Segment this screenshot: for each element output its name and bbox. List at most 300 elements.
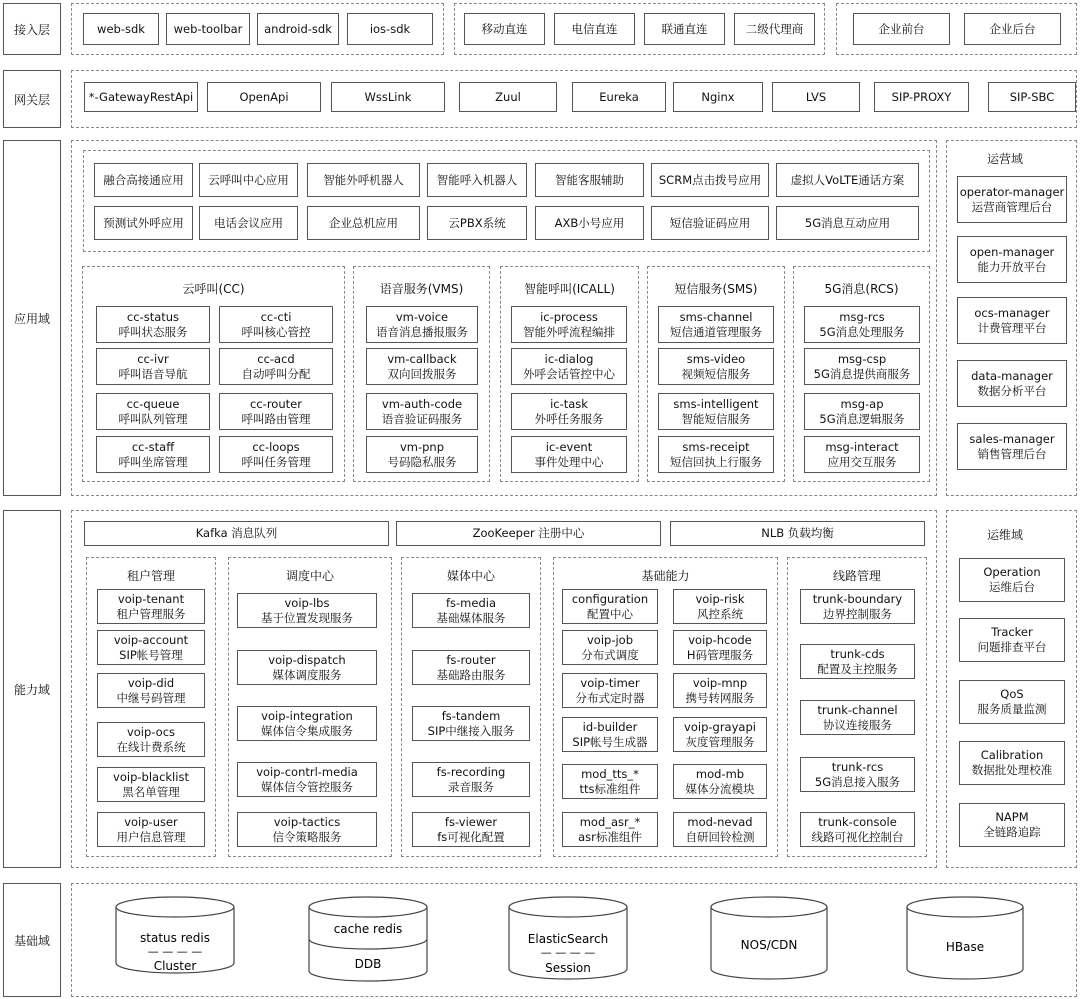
devops-item [959, 680, 1065, 724]
gateway-item-label: Nginx [701, 89, 735, 104]
service-desc: 5G消息提供商服务 [813, 366, 911, 381]
capability-top-item [670, 521, 925, 546]
service-item [219, 393, 333, 430]
service-item [658, 436, 774, 473]
database-cylinder-hbase [907, 897, 1023, 979]
capability-item [800, 700, 915, 735]
devops-item-name: Calibration [980, 748, 1044, 762]
capability-desc: H码管理服务 [686, 647, 754, 662]
service-name: cc-loops [252, 439, 300, 454]
gateway-item [207, 82, 321, 112]
service-desc: 呼叫任务管理 [241, 454, 311, 469]
capability-name: voip-tactics [273, 814, 341, 829]
service-desc: 呼叫语音导航 [118, 366, 188, 381]
capability-desc: 携号转网服务 [685, 690, 755, 705]
service-item [804, 348, 920, 385]
service-name: cc-cti [260, 309, 292, 324]
capability-name: voip-timer [580, 675, 640, 690]
capability-item [562, 812, 658, 847]
capability-desc: SIP帐号管理 [119, 647, 183, 662]
db-top-label: status redis [140, 931, 210, 945]
gateway-item-label: LVS [805, 89, 827, 104]
ops-item-name: open-manager [969, 244, 1055, 259]
capability-item [800, 589, 915, 624]
layer-label-text: 网关层 [13, 92, 50, 107]
devops-item-desc: 服务质量监测 [977, 702, 1047, 716]
capability-desc: SIP帐号生成器 [572, 734, 648, 749]
layer-label-text: 能力域 [13, 682, 50, 697]
db-top-label: ElasticSearch [527, 932, 609, 946]
access-item [644, 13, 725, 45]
service-name: vm-callback [387, 351, 457, 366]
capability-item [800, 757, 915, 792]
service-desc: 应用交互服务 [827, 454, 897, 469]
gateway-item [459, 82, 557, 112]
devops-item-name: Tracker [991, 625, 1033, 639]
service-item [96, 436, 210, 473]
service-name: sms-receipt [682, 439, 750, 454]
ops-domain-item [957, 236, 1067, 283]
capability-item [237, 706, 377, 741]
gateway-item-label: SIP-SBC [1009, 89, 1055, 104]
access-item-label: 企业后台 [989, 21, 1036, 36]
database-cylinder-status-redis [116, 897, 234, 973]
devops-item [959, 558, 1065, 602]
database-cylinder-elasticsearch [509, 897, 627, 979]
capability-desc: SIP中继接入服务 [427, 723, 515, 738]
ops-item-name: operator-manager [959, 184, 1065, 199]
layer-label-text: 基础域 [13, 933, 50, 948]
capability-item [237, 650, 377, 685]
gateway-item-label: Zuul [495, 89, 521, 104]
service-desc: 智能短信服务 [681, 411, 751, 426]
capability-name: fs-recording [436, 764, 506, 779]
layer-label-text: 接入层 [13, 22, 50, 37]
service-name: msg-ap [840, 396, 884, 411]
capability-name: voip-job [586, 632, 634, 647]
capability-item [237, 762, 377, 797]
access-item [464, 13, 545, 45]
service-name: ic-process [540, 309, 598, 324]
app-item-label: 智能呼入机器人 [436, 172, 518, 187]
app-item [776, 163, 919, 197]
devops-item-desc: 数据批处理校准 [971, 763, 1053, 777]
service-desc: 5G消息逻辑服务 [819, 411, 905, 426]
service-name: sms-intelligent [673, 396, 759, 411]
app-item-label: 虚拟人VoLTE通话方案 [790, 172, 905, 187]
gateway-item [772, 82, 860, 112]
access-item-label: ios-sdk [369, 21, 411, 36]
capability-item [97, 767, 205, 802]
capability-group-title: 媒体中心 [446, 569, 495, 583]
app-item [651, 206, 769, 240]
access-item-label: 二级代理商 [745, 21, 804, 36]
service-name: cc-ivr [137, 351, 169, 366]
service-desc: 呼叫坐席管理 [118, 454, 188, 469]
devops-item-desc: 问题排查平台 [977, 640, 1047, 654]
capability-item [562, 630, 658, 665]
db-top-label: HBase [945, 940, 985, 954]
app-item [427, 163, 527, 197]
capability-top-label: Kafka 消息队列 [195, 526, 278, 540]
service-name: msg-csp [837, 351, 887, 366]
capability-name: voip-user [124, 814, 178, 829]
app-item-label: 融合高接通应用 [103, 172, 184, 187]
layer-label-application [3, 140, 61, 496]
app-item-label: 短信验证码应用 [669, 215, 751, 230]
capability-desc: 灰度管理服务 [685, 734, 755, 749]
capability-desc: 媒体分流模块 [685, 781, 755, 796]
capability-desc: 配置中心 [587, 606, 633, 621]
capability-name: voip-mnp [692, 675, 748, 690]
capability-top-item [84, 521, 389, 546]
ops-domain-item [957, 297, 1067, 344]
capability-desc: 用户信息管理 [116, 829, 186, 844]
gateway-item-label: WssLink [364, 89, 412, 104]
app-item [535, 206, 644, 240]
capability-desc: 风控系统 [697, 606, 743, 621]
service-item [804, 306, 920, 343]
service-desc: 呼叫状态服务 [118, 324, 188, 339]
capability-name: voip-ocs [126, 724, 176, 739]
app-item-label: 智能客服辅助 [555, 172, 624, 187]
ops-item-desc: 数据分析平台 [977, 383, 1047, 398]
capability-desc: 在线计费系统 [116, 739, 186, 754]
capability-desc: 媒体调度服务 [272, 667, 342, 682]
access-item-label: android-sdk [264, 21, 332, 36]
service-name: msg-rcs [839, 309, 885, 324]
capability-item [673, 764, 767, 799]
service-item [219, 306, 333, 343]
capability-item [97, 630, 205, 665]
capability-desc: 媒体信令集成服务 [261, 723, 353, 738]
database-cylinder-nos-cdn [711, 897, 827, 979]
app-item-label: 电话会议应用 [214, 215, 283, 230]
devops-item [959, 803, 1065, 847]
capability-item [412, 812, 530, 847]
devops-item [959, 618, 1065, 662]
service-desc: 5G消息处理服务 [819, 324, 905, 339]
capability-item [412, 650, 530, 685]
capability-item [800, 644, 915, 679]
capability-desc: 基础路由服务 [436, 667, 506, 682]
ops-domain-item [957, 176, 1067, 223]
ops-item-name: sales-manager [969, 431, 1055, 446]
service-desc: 呼叫队列管理 [118, 411, 188, 426]
service-item [511, 348, 627, 385]
app-item-label: 智能外呼机器人 [323, 172, 404, 187]
devops-item [959, 741, 1065, 785]
devops-item-name: NAPM [995, 810, 1029, 824]
capability-name: trunk-channel [817, 702, 898, 717]
service-desc: 号码隐私服务 [387, 454, 457, 469]
base-databases [71, 883, 1077, 997]
service-group-title: 语音服务(VMS) [379, 282, 464, 296]
service-name: cc-staff [131, 439, 175, 454]
gateway-item-label: *-GatewayRestApi [88, 89, 194, 104]
capability-name: trunk-boundary [812, 591, 903, 606]
capability-item [673, 630, 767, 665]
capability-name: fs-tandem [441, 708, 501, 723]
capability-top-label: NLB 负载均衡 [761, 526, 834, 540]
layer-label-access [3, 3, 61, 55]
service-desc: 外呼会话管控中心 [523, 366, 615, 381]
capability-name: voip-contrl-media [256, 764, 358, 779]
gateway-item [331, 82, 445, 112]
capability-name: voip-grayapi [684, 719, 756, 734]
access-item [853, 13, 950, 45]
capability-name: fs-viewer [444, 814, 498, 829]
capability-name: voip-risk [695, 591, 745, 606]
capability-item [673, 717, 767, 752]
capability-name: fs-router [446, 652, 496, 667]
layer-label-gateway [3, 70, 61, 128]
app-item [651, 163, 769, 197]
capability-name: fs-media [445, 595, 496, 610]
app-item-label: AXB小号应用 [554, 215, 625, 230]
service-desc: 自动呼叫分配 [241, 366, 311, 381]
app-item-label: 预测试外呼应用 [103, 215, 184, 230]
service-item [658, 393, 774, 430]
capability-desc: 媒体信令管控服务 [261, 779, 353, 794]
capability-item [97, 673, 205, 708]
access-item [83, 13, 159, 45]
devops-item-desc: 运维后台 [989, 580, 1035, 594]
capability-name: voip-tenant [117, 591, 185, 606]
service-group-title: 智能呼叫(ICALL) [524, 282, 615, 296]
service-desc: 短信通道管理服务 [670, 324, 762, 339]
layer-label-base [3, 883, 61, 997]
app-item [199, 206, 298, 240]
ops-item-desc: 销售管理后台 [977, 446, 1047, 461]
app-item [307, 206, 420, 240]
capability-item [673, 589, 767, 624]
capability-desc: 信令策略服务 [272, 829, 342, 844]
gateway-item [988, 82, 1076, 112]
ops-item-desc: 计费管理平台 [977, 320, 1047, 335]
service-item [366, 436, 478, 473]
capability-desc: tts标准组件 [579, 781, 641, 796]
access-item-label: 联通直连 [661, 21, 708, 36]
service-desc: 呼叫路由管理 [241, 411, 311, 426]
capability-item [97, 722, 205, 757]
capability-name: configuration [571, 591, 649, 606]
app-item [94, 206, 193, 240]
service-desc: 智能外呼流程编排 [523, 324, 615, 339]
gateway-item [572, 82, 666, 112]
capability-desc: 线路可视化控制台 [811, 829, 904, 844]
capability-name: mod-mb [695, 766, 745, 781]
access-item [734, 13, 815, 45]
ops-domain-item [957, 360, 1067, 407]
service-desc: 外呼任务服务 [534, 411, 604, 426]
capability-name: mod_asr_* [579, 814, 641, 829]
service-name: cc-queue [126, 396, 180, 411]
service-desc: 视频短信服务 [681, 366, 751, 381]
devops-item-name: Operation [983, 565, 1041, 579]
devops-domain-title: 运维域 [986, 528, 1023, 542]
capability-group-title: 线路管理 [832, 569, 881, 583]
access-item-label: 电信直连 [571, 21, 618, 36]
capability-desc: 黑名单管理 [122, 784, 180, 799]
capability-desc: 自研回铃检测 [685, 829, 755, 844]
gateway-item [84, 82, 198, 112]
database-cylinder-cache-redis [309, 897, 427, 981]
capability-name: trunk-rcs [831, 759, 884, 774]
service-name: cc-router [250, 396, 302, 411]
app-item-label: 5G消息互动应用 [804, 215, 891, 230]
service-name: cc-status [126, 309, 180, 324]
access-item-label: web-toolbar [173, 21, 243, 36]
capability-desc: asr标准组件 [578, 829, 642, 844]
db-top-label: cache redis [333, 922, 403, 936]
capability-desc: 边界控制服务 [823, 606, 892, 621]
capability-desc: 基于位置发现服务 [261, 610, 353, 625]
ops-item-name: ocs-manager [974, 305, 1050, 320]
db-bottom-label: Session [545, 961, 591, 975]
capability-desc: 分布式调度 [581, 647, 639, 662]
capability-item [412, 593, 530, 628]
ops-domain-title: 运营域 [986, 152, 1023, 166]
capability-item [800, 812, 915, 847]
service-group-title: 5G消息(RCS) [824, 282, 899, 296]
access-item-label: 企业前台 [878, 21, 925, 36]
capability-item [237, 593, 377, 628]
service-desc: 双向回拨服务 [387, 366, 457, 381]
capability-desc: 中继号码管理 [116, 690, 186, 705]
service-item [219, 436, 333, 473]
app-item-label: 云呼叫中心应用 [208, 172, 289, 187]
service-item [366, 306, 478, 343]
app-item [307, 163, 420, 197]
capability-desc: 租户管理服务 [116, 606, 186, 621]
access-item [257, 13, 339, 45]
capability-desc: 基础媒体服务 [436, 610, 506, 625]
service-group-title: 云呼叫(CC) [182, 282, 245, 296]
ops-item-name: data-manager [971, 368, 1053, 383]
capability-desc: 5G消息接入服务 [814, 774, 901, 789]
access-item [554, 13, 635, 45]
capability-name: voip-integration [261, 708, 353, 723]
capability-item [562, 673, 658, 708]
capability-name: trunk-console [818, 814, 897, 829]
gateway-item-label: SIP-PROXY [891, 89, 952, 104]
service-desc: 呼叫核心管控 [241, 324, 311, 339]
db-divider: — — — — [147, 945, 203, 958]
capability-name: voip-dispatch [268, 652, 346, 667]
service-desc: 短信回执上行服务 [670, 454, 762, 469]
capability-desc: 分布式定时器 [575, 690, 645, 705]
capability-item [412, 762, 530, 797]
service-item [658, 306, 774, 343]
db-divider: — — — — [540, 946, 596, 959]
service-name: sms-video [686, 351, 746, 366]
service-item [511, 393, 627, 430]
capability-group-title: 调度中心 [285, 569, 334, 583]
app-item-label: 企业总机应用 [329, 215, 398, 230]
capability-desc: 录音服务 [448, 779, 494, 794]
app-item-label: 云PBX系统 [448, 215, 506, 230]
service-name: ic-task [550, 396, 588, 411]
capability-item [412, 706, 530, 741]
capability-name: voip-lbs [284, 595, 330, 610]
capability-group-title: 基础能力 [641, 569, 690, 583]
service-item [804, 436, 920, 473]
ops-item-desc: 能力开放平台 [977, 259, 1047, 274]
service-name: msg-interact [825, 439, 899, 454]
service-item [366, 393, 478, 430]
capability-name: mod_tts_* [581, 766, 639, 781]
capability-item [97, 589, 205, 624]
service-item [96, 393, 210, 430]
gateway-item [874, 82, 969, 112]
capability-name: voip-hcode [688, 632, 752, 647]
capability-item [237, 812, 377, 847]
layer-label-capability [3, 510, 61, 868]
app-item [427, 206, 527, 240]
service-desc: 语音消息播报服务 [376, 324, 468, 339]
capability-desc: 配置及主控服务 [817, 661, 898, 676]
capability-item [673, 673, 767, 708]
access-item [166, 13, 250, 45]
gateway-item-label: OpenApi [239, 89, 289, 104]
layer-label-text: 应用域 [13, 311, 50, 326]
capability-name: voip-did [127, 675, 175, 690]
ops-domain-item [957, 423, 1067, 470]
capability-name: id-builder [582, 719, 638, 734]
service-item [219, 348, 333, 385]
capability-name: mod-nevad [687, 814, 753, 829]
access-item [347, 13, 433, 45]
capability-item [97, 812, 205, 847]
db-bottom-label: DDB [354, 957, 382, 971]
service-item [804, 393, 920, 430]
service-name: ic-event [545, 439, 593, 454]
capability-desc: 协议连接服务 [823, 717, 892, 732]
access-item-label: web-sdk [97, 21, 145, 36]
service-name: vm-pnp [399, 439, 445, 454]
service-name: sms-channel [679, 309, 753, 324]
capability-group-title: 租户管理 [126, 569, 175, 583]
access-item-label: 移动直连 [481, 21, 528, 36]
capability-item [562, 589, 658, 624]
devops-item-name: QoS [1000, 687, 1024, 701]
service-item [511, 436, 627, 473]
gateway-item-label: Eureka [599, 89, 639, 104]
service-name: vm-auth-code [381, 396, 463, 411]
app-item [199, 163, 298, 197]
service-name: vm-voice [395, 309, 449, 324]
service-item [366, 348, 478, 385]
service-item [511, 306, 627, 343]
service-name: cc-acd [257, 351, 295, 366]
capability-name: voip-blacklist [113, 769, 189, 784]
gateway-item [673, 82, 763, 112]
app-item [535, 163, 644, 197]
db-bottom-label: Cluster [153, 959, 197, 973]
service-name: ic-dialog [544, 351, 594, 366]
service-desc: 语音验证码服务 [381, 411, 463, 426]
capability-item [562, 717, 658, 752]
app-item [94, 163, 193, 197]
service-item [96, 348, 210, 385]
service-item [96, 306, 210, 343]
service-item [658, 348, 774, 385]
capability-desc: fs可视化配置 [437, 829, 505, 844]
access-item [964, 13, 1061, 45]
app-item [776, 206, 919, 240]
capability-name: trunk-cds [830, 646, 885, 661]
